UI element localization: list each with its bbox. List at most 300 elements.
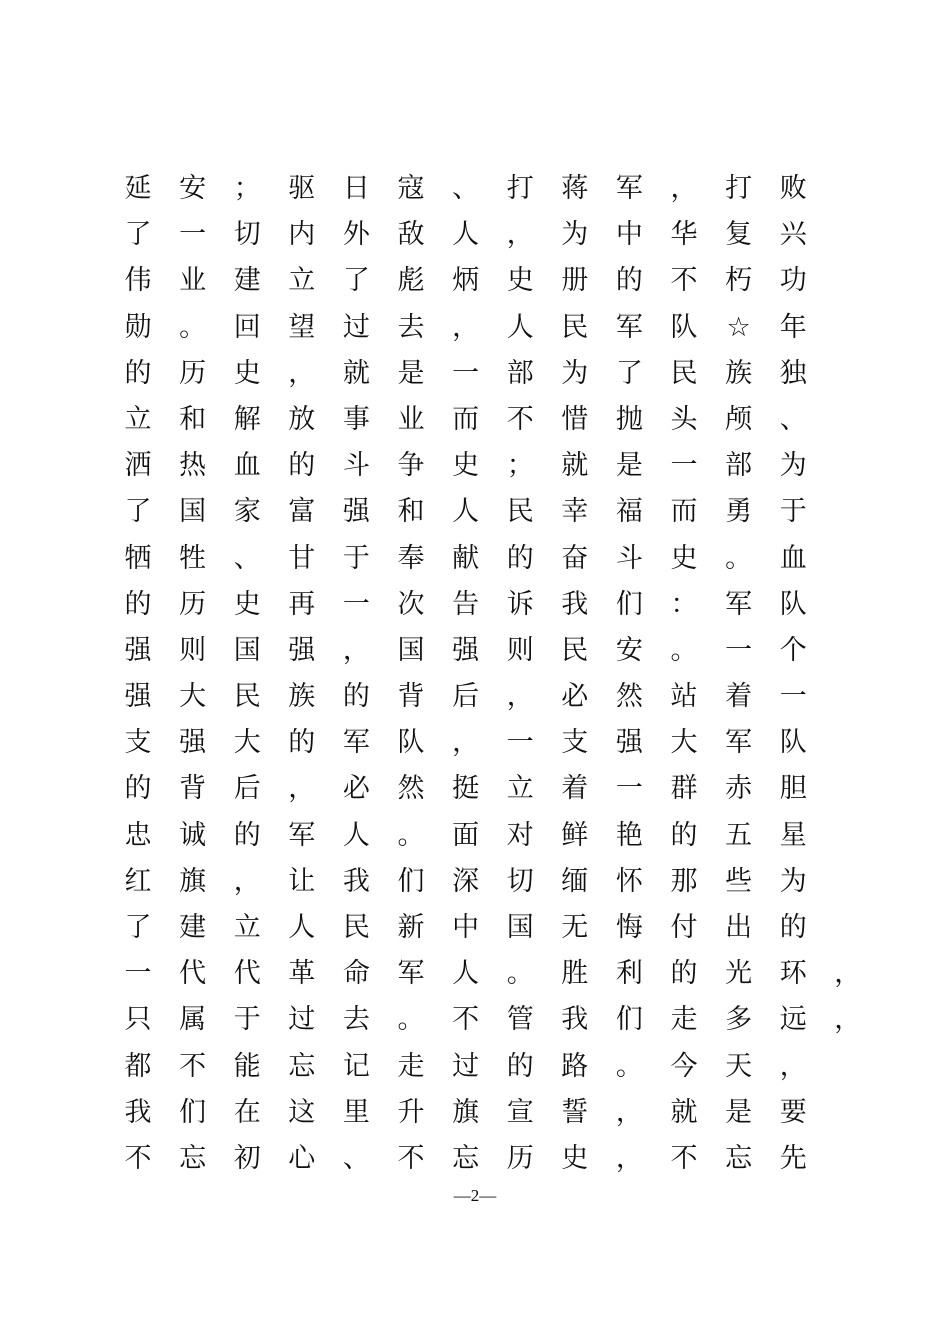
text-line	[0, 674, 950, 720]
text-char: 一	[342, 588, 370, 620]
text-char: 鲜	[561, 819, 589, 851]
text-char: 去	[397, 311, 425, 343]
text-char: 大	[233, 727, 261, 759]
text-char: 告	[452, 588, 480, 620]
text-char: 独	[779, 357, 807, 389]
text-char: 则	[179, 634, 207, 666]
text-char: 国	[506, 912, 534, 943]
text-char: 革	[288, 958, 316, 990]
text-char: 对	[506, 819, 534, 851]
text-char: 要	[779, 1096, 807, 1128]
text-char: 的	[670, 819, 698, 851]
text-char: 了	[124, 496, 152, 528]
text-char: 为	[561, 219, 589, 251]
text-line	[0, 305, 950, 351]
text-char: 再	[288, 588, 316, 620]
text-char: 诚	[179, 819, 207, 851]
text-char: 建	[179, 912, 207, 943]
text-char: 升	[397, 1096, 425, 1128]
text-char: 代	[233, 958, 261, 990]
text-char: 历	[506, 1142, 534, 1174]
text-char: 后	[233, 773, 261, 805]
text-char: 的	[124, 357, 152, 389]
text-char: 部	[506, 357, 534, 389]
text-char: 为	[561, 357, 589, 389]
text-char: 幸	[561, 496, 589, 528]
text-char: 、	[779, 403, 807, 435]
text-char: 忘	[452, 1142, 480, 1174]
text-char: 血	[779, 542, 807, 574]
text-char: 。	[670, 634, 698, 666]
text-char: 勋	[124, 311, 152, 343]
text-char: 福	[615, 496, 643, 528]
text-char: 部	[725, 450, 753, 482]
text-char: 立	[124, 403, 152, 435]
text-char: 了	[342, 265, 370, 297]
text-char: 星	[779, 819, 807, 851]
text-char: 史	[233, 588, 261, 620]
text-char: 的	[124, 773, 152, 805]
text-char: 深	[452, 865, 480, 897]
text-line	[0, 536, 950, 582]
text-char: 于	[233, 1004, 261, 1036]
text-char: 挺	[452, 773, 480, 805]
text-line	[0, 1044, 950, 1090]
text-char: 大	[670, 727, 698, 759]
text-char: 血	[233, 450, 261, 482]
text-char: 悔	[615, 912, 643, 943]
text-char: 都	[124, 1050, 152, 1082]
text-char: 些	[725, 865, 753, 897]
text-char: 群	[670, 773, 698, 805]
text-char: 和	[179, 403, 207, 435]
text-char: 民	[233, 681, 261, 713]
text-char: 忠	[124, 819, 152, 851]
text-char: 安	[615, 634, 643, 666]
text-line	[0, 582, 950, 628]
text-char: 炳	[452, 265, 480, 297]
text-char: 民	[506, 496, 534, 528]
text-char: 我	[342, 865, 370, 897]
text-char: 背	[179, 773, 207, 805]
text-char: 属	[179, 1004, 207, 1036]
text-char: 抛	[615, 403, 643, 435]
text-char: 们	[615, 1004, 643, 1036]
text-char: 。	[615, 1050, 643, 1082]
text-char: 败	[779, 173, 807, 204]
text-char: 史	[670, 542, 698, 574]
text-line	[0, 258, 950, 304]
text-char: 人	[452, 496, 480, 528]
text-char: 。	[179, 311, 207, 343]
text-char: 记	[342, 1050, 370, 1082]
text-char: 华	[670, 219, 698, 251]
text-char: 旗	[179, 865, 207, 897]
text-char: 和	[397, 496, 425, 528]
text-char: 的	[124, 588, 152, 620]
text-char: 热	[179, 450, 207, 482]
text-char: 站	[670, 681, 698, 713]
text-char: 一	[124, 958, 152, 990]
text-char: 寇	[397, 173, 425, 204]
text-char: 新	[397, 912, 425, 943]
text-char: 的	[288, 450, 316, 482]
text-char: 放	[288, 403, 316, 435]
text-char: ，	[233, 865, 261, 897]
text-char: 争	[397, 450, 425, 482]
text-char: 的	[288, 727, 316, 759]
text-char: 我	[561, 1004, 589, 1036]
text-char: 族	[725, 357, 753, 389]
text-char: 为	[779, 450, 807, 482]
text-char: 史	[233, 357, 261, 389]
text-char: ，	[506, 219, 534, 251]
text-char: 民	[561, 634, 589, 666]
text-char: 不	[670, 1142, 698, 1174]
text-char: 强	[615, 727, 643, 759]
text-line	[0, 905, 950, 951]
text-char: 是	[397, 357, 425, 389]
text-char: 人	[342, 819, 370, 851]
text-char: 在	[233, 1096, 261, 1128]
text-char: 我	[561, 588, 589, 620]
text-char: 天	[725, 1050, 753, 1082]
text-char: ，	[615, 1096, 643, 1128]
text-char: 牺	[124, 542, 152, 574]
text-char: 背	[397, 681, 425, 713]
text-char: 一	[452, 357, 480, 389]
text-char: 强	[342, 496, 370, 528]
text-line	[0, 397, 950, 443]
text-char: 史	[452, 450, 480, 482]
text-char: 奋	[561, 542, 589, 574]
text-char: 红	[124, 865, 152, 897]
text-char: 的	[506, 542, 534, 574]
text-char: 了	[124, 219, 152, 251]
text-char: 伟	[124, 265, 152, 297]
text-char: 强	[124, 681, 152, 713]
text-char: 命	[342, 958, 370, 990]
text-line	[0, 951, 950, 997]
text-char: 军	[342, 727, 370, 759]
text-char: 誓	[561, 1096, 589, 1128]
text-char: 忘	[288, 1050, 316, 1082]
text-char: 路	[561, 1050, 589, 1082]
text-char: 延	[124, 173, 152, 204]
text-char: ，	[452, 727, 480, 759]
text-char: 。	[725, 542, 753, 574]
text-char: 一	[779, 681, 807, 713]
text-char: 一	[615, 773, 643, 805]
text-char: 军	[615, 311, 643, 343]
text-char: 人	[452, 219, 480, 251]
text-char: 大	[179, 681, 207, 713]
text-line	[0, 166, 950, 212]
text-char: 不	[397, 1142, 425, 1174]
text-char: 。	[506, 958, 534, 990]
text-char: 人	[288, 912, 316, 943]
text-char: 次	[397, 588, 425, 620]
text-char: 去	[342, 1004, 370, 1036]
text-char: 回	[233, 311, 261, 343]
text-line	[0, 489, 950, 535]
text-char: 民	[342, 912, 370, 943]
text-line	[0, 628, 950, 674]
text-char: ，	[288, 357, 316, 389]
text-char: 胆	[779, 773, 807, 805]
text-char: 们	[397, 865, 425, 897]
text-char: 支	[124, 727, 152, 759]
text-char: 业	[179, 265, 207, 297]
text-char: 缅	[561, 865, 589, 897]
text-char: 一	[725, 634, 753, 666]
text-char: ，	[452, 311, 480, 343]
text-char: 立	[288, 265, 316, 297]
text-char: 历	[179, 588, 207, 620]
text-char: 强	[452, 634, 480, 666]
text-char: 就	[561, 450, 589, 482]
text-char: 勇	[725, 496, 753, 528]
text-char: 日	[342, 173, 370, 204]
text-char: 能	[233, 1050, 261, 1082]
text-char: 驱	[288, 173, 316, 204]
text-char: 远	[779, 1004, 807, 1036]
text-char: 胜	[561, 958, 589, 990]
text-char: 国	[233, 634, 261, 666]
text-char: 着	[725, 681, 753, 713]
text-char: 立	[506, 773, 534, 805]
text-char: 出	[725, 912, 753, 943]
text-char: 代	[179, 958, 207, 990]
page-number: —2—	[453, 1186, 497, 1205]
text-char: 初	[233, 1142, 261, 1174]
text-char: 然	[615, 681, 643, 713]
text-char: 军	[725, 727, 753, 759]
text-char: 的	[670, 958, 698, 990]
text-char: 复	[725, 219, 753, 251]
text-char: 敌	[397, 219, 425, 251]
text-char: 不	[506, 403, 534, 435]
text-char: 里	[342, 1096, 370, 1128]
text-char: ；	[233, 173, 261, 204]
text-char: 了	[615, 357, 643, 389]
text-line	[0, 766, 950, 812]
text-char: 们	[179, 1096, 207, 1128]
text-char: 利	[615, 958, 643, 990]
text-char: 民	[561, 311, 589, 343]
text-char: 国	[179, 496, 207, 528]
text-char: 队	[779, 588, 807, 620]
text-char: 不	[670, 265, 698, 297]
text-char: 内	[288, 219, 316, 251]
text-char: 一	[506, 727, 534, 759]
text-char: 人	[506, 311, 534, 343]
text-char: 的	[779, 912, 807, 943]
text-char: 走	[670, 1004, 698, 1036]
text-char: 一	[179, 219, 207, 251]
text-char: 五	[725, 819, 753, 851]
text-char: 的	[506, 1050, 534, 1082]
text-char: 切	[506, 865, 534, 897]
text-char: 而	[670, 496, 698, 528]
text-char: 、	[233, 542, 261, 574]
text-char: 彪	[397, 265, 425, 297]
text-char: 功	[779, 265, 807, 297]
text-char: 赤	[725, 773, 753, 805]
text-char: 是	[615, 450, 643, 482]
text-char: 只	[124, 1004, 152, 1036]
text-char: 望	[288, 311, 316, 343]
text-char: 于	[779, 496, 807, 528]
text-char: 奉	[397, 542, 425, 574]
text-char: 兴	[779, 219, 807, 251]
text-char: 献	[452, 542, 480, 574]
text-char: 头	[670, 403, 698, 435]
text-char: 强	[124, 634, 152, 666]
text-char: 无	[561, 912, 589, 943]
text-char: 诉	[506, 588, 534, 620]
text-char: 富	[288, 496, 316, 528]
text-char: ☆	[726, 311, 751, 343]
text-char: 立	[233, 912, 261, 943]
text-char: 建	[233, 265, 261, 297]
text-char: 必	[561, 681, 589, 713]
text-char: 颅	[725, 403, 753, 435]
text-char: 安	[179, 173, 207, 204]
text-char: 过	[452, 1050, 480, 1082]
text-char: 的	[615, 265, 643, 297]
text-char: 然	[397, 773, 425, 805]
text-char: 不	[124, 1142, 152, 1174]
text-char: 家	[233, 496, 261, 528]
text-char: 队	[670, 311, 698, 343]
text-char: 个	[779, 634, 807, 666]
text-char: 忘	[179, 1142, 207, 1174]
text-char: 队	[779, 727, 807, 759]
text-line	[0, 212, 950, 258]
text-char: ，	[342, 634, 370, 666]
text-char: 册	[561, 265, 589, 297]
text-char: 为	[779, 865, 807, 897]
text-char: 外	[342, 219, 370, 251]
text-char: 史	[506, 265, 534, 297]
text-char: 艳	[615, 819, 643, 851]
text-char: 忘	[725, 1142, 753, 1174]
text-char: 不	[452, 1004, 480, 1036]
text-char: 甘	[288, 542, 316, 574]
text-char: 洒	[124, 450, 152, 482]
text-char: 让	[288, 865, 316, 897]
text-char: 军	[725, 588, 753, 620]
text-char: 、	[342, 1142, 370, 1174]
text-char: 中	[452, 912, 480, 943]
text-char: 多	[725, 1004, 753, 1036]
text-char: ；	[506, 450, 534, 482]
text-char: 人	[452, 958, 480, 990]
text-char: 强	[179, 727, 207, 759]
text-char: 怀	[615, 865, 643, 897]
text-char: 着	[561, 773, 589, 805]
text-char: ，	[670, 173, 698, 204]
text-line	[0, 443, 950, 489]
text-char: 民	[670, 357, 698, 389]
text-char: ，	[779, 1050, 807, 1082]
text-char: 。	[397, 819, 425, 851]
text-char: ，	[834, 1004, 862, 1036]
text-char: 国	[397, 634, 425, 666]
text-char: 后	[452, 681, 480, 713]
text-char: 业	[397, 403, 425, 435]
text-char: 、	[452, 173, 480, 204]
text-line	[0, 351, 950, 397]
text-char: ，	[506, 681, 534, 713]
text-char: 则	[506, 634, 534, 666]
text-char: 史	[561, 1142, 589, 1174]
text-char: 支	[561, 727, 589, 759]
text-char: 的	[233, 819, 261, 851]
text-char: 走	[397, 1050, 425, 1082]
text-char: 而	[452, 403, 480, 435]
text-char: 先	[779, 1142, 807, 1174]
body-text	[0, 166, 950, 1182]
text-char: ：	[670, 588, 698, 620]
text-char: 心	[288, 1142, 316, 1174]
text-char: 于	[342, 542, 370, 574]
text-char: 强	[288, 634, 316, 666]
text-char: 惜	[561, 403, 589, 435]
text-line	[0, 997, 950, 1043]
text-char: 付	[670, 912, 698, 943]
text-line	[0, 720, 950, 766]
text-char: 一	[670, 450, 698, 482]
text-char: 中	[615, 219, 643, 251]
text-line	[0, 859, 950, 905]
text-char: 斗	[342, 450, 370, 482]
text-char: 我	[124, 1096, 152, 1128]
text-line	[0, 1136, 950, 1182]
text-char: 族	[288, 681, 316, 713]
text-char: 军	[288, 819, 316, 851]
text-char: 旗	[452, 1096, 480, 1128]
text-char: 年	[779, 311, 807, 343]
text-char: 军	[615, 173, 643, 204]
text-char: 历	[179, 357, 207, 389]
text-char: 朽	[725, 265, 753, 297]
text-char: 过	[342, 311, 370, 343]
text-char: ，	[615, 1142, 643, 1174]
text-char: 光	[725, 958, 753, 990]
text-line	[0, 813, 950, 859]
text-char: ，	[288, 773, 316, 805]
text-char: 面	[452, 819, 480, 851]
text-char: 了	[124, 912, 152, 943]
text-char: 牲	[179, 542, 207, 574]
text-char: 事	[342, 403, 370, 435]
text-char: ，	[834, 958, 862, 990]
text-char: 是	[725, 1096, 753, 1128]
text-char: 的	[342, 681, 370, 713]
text-char: 就	[342, 357, 370, 389]
text-char: 打	[506, 173, 534, 204]
text-char: 们	[615, 588, 643, 620]
text-char: 打	[725, 173, 753, 204]
text-char: 这	[288, 1096, 316, 1128]
text-char: 今	[670, 1050, 698, 1082]
text-char: 过	[288, 1004, 316, 1036]
text-char: 斗	[615, 542, 643, 574]
text-char: 不	[179, 1050, 207, 1082]
text-line	[0, 1090, 950, 1136]
